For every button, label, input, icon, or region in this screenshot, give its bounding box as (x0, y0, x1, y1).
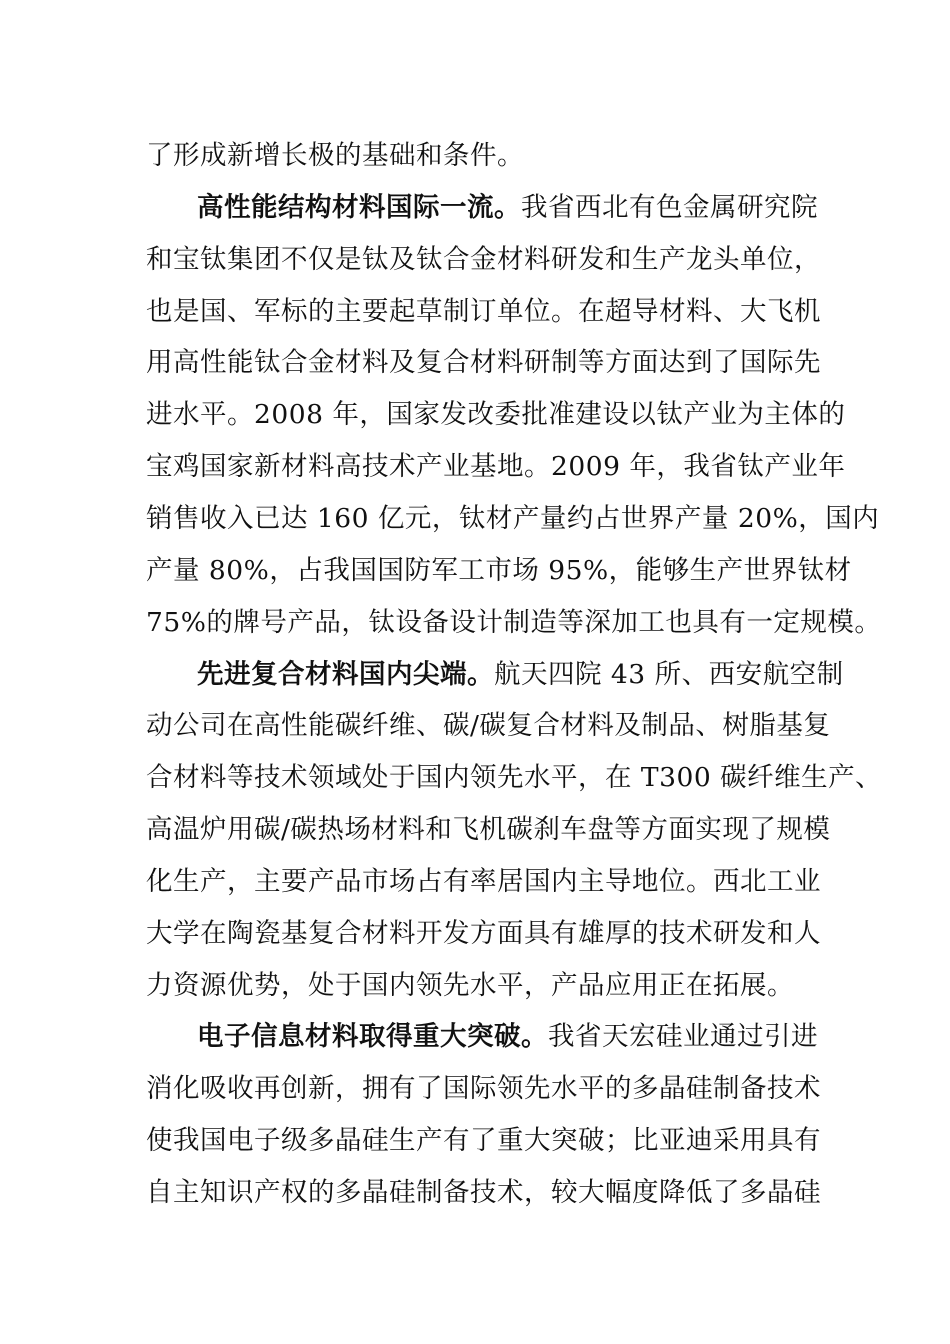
paragraph-first-line (197, 1017, 827, 1057)
text-line (146, 706, 831, 746)
text-line (146, 1069, 826, 1109)
body-text: 产量 80%，占我国国防军工市场 95%，能够生产世界钛材 (146, 554, 852, 586)
body-text: 进水平。2008 年，国家发改委批准建设以钛产业为主体的 (146, 399, 846, 431)
paragraph-heading: 高性能结构材料国际一流。 (197, 191, 521, 223)
text-line (146, 292, 826, 332)
paragraph-first-line (197, 188, 827, 228)
text-line (146, 1121, 826, 1161)
body-text: 用高性能钛合金材料及复合材料研制等方面达到了国际先 (146, 347, 821, 379)
paragraph-first-line (197, 655, 844, 695)
body-text: 自主知识产权的多晶硅制备技术，较大幅度降低了多晶硅 (146, 1177, 821, 1208)
body-text: 和宝钛集团不仅是钛及钛合金材料研发和生产龙头单位， (146, 243, 821, 275)
text-line (146, 499, 880, 539)
text-line (146, 395, 846, 435)
body-text: 动公司在高性能碳纤维、碳/碳复合材料及制品、树脂基复 (146, 710, 831, 742)
body-text: 销售收入已达 160 亿元，钛材产量约占世界产量 20%，国内 (146, 502, 880, 534)
body-text: 我省西北有色金属研究院 (521, 191, 818, 223)
body-text: 75%的牌号产品，钛设备设计制造等深加工也具有一定规模。 (146, 606, 882, 638)
body-text: 消化吸收再创新，拥有了国际领先水平的多晶硅制备技术 (146, 1073, 821, 1105)
body-text: 了形成新增长极的基础和条件。 (146, 140, 524, 171)
text-line (146, 240, 826, 280)
text-line (146, 1173, 826, 1213)
paragraph-heading: 先进复合材料国内尖端。 (197, 658, 494, 690)
body-text: 航天四院 43 所、西安航空制 (494, 658, 844, 690)
text-line (146, 862, 826, 902)
text-line (146, 603, 882, 643)
body-text: 合材料等技术领域处于国内领先水平，在 T300 碳纤维生产、 (146, 762, 883, 794)
text-line (146, 810, 831, 850)
body-text: 大学在陶瓷基复合材料开发方面具有雄厚的技术研发和人 (146, 917, 821, 949)
paragraph-heading: 电子信息材料取得重大突破。 (197, 1021, 548, 1053)
text-line (146, 136, 826, 176)
body-text: 我省天宏硅业通过引进 (548, 1021, 818, 1053)
text-line (146, 758, 883, 798)
body-text: 宝鸡国家新材料高技术产业基地。2009 年，我省钛产业年 (146, 451, 846, 483)
text-line (146, 551, 852, 591)
body-text: 使我国电子级多晶硅生产有了重大突破；比亚迪采用具有 (146, 1125, 821, 1157)
body-text: 也是国、军标的主要起草制订单位。在超导材料、大飞机 (146, 295, 821, 327)
text-line (146, 343, 826, 383)
text-line (146, 966, 826, 1006)
body-text: 化生产，主要产品市场占有率居国内主导地位。西北工业 (146, 865, 821, 897)
text-line (146, 447, 846, 487)
body-text: 高温炉用碳/碳热场材料和飞机碳刹车盘等方面实现了规模 (146, 814, 831, 846)
text-line (146, 914, 826, 954)
body-text: 力资源优势，处于国内领先水平，产品应用正在拓展。 (146, 969, 794, 1001)
